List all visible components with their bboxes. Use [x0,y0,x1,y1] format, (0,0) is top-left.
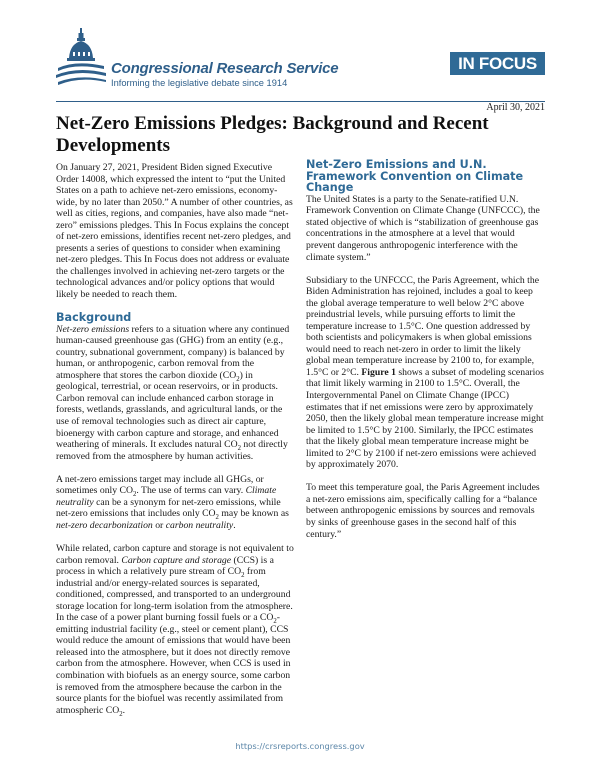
text-span: Subsidiary to the UNFCCC, the Paris Agreement, which the Biden Administration has rejoined, includes a goal to keep the global average temperature to well below 2°C above preindustrial levels, while pursuing efforts to limit the temperature increase to 1.5°C. One question addressed by both scientists and policymakers is when global emissions would need to reach net-zero in order to limit the likely global mean temperature increase by 2100 to, for example, 1.5°C or 2°C. [306,274,540,378]
org-name: Congressional Research Service [111,60,339,77]
intro-paragraph: On January 27, 2021, President Biden signed Executive Order 14008, which expressed the intent to “put the United States on a path to achieve net-zero emissions, economy-wide, by no later than 2050.” A number of other countries, as well as cities, regions, and companies, have also made “net-zero” emissions pledges. This In Focus explains the concept of net-zero emissions, identifies recent net-zero pledges, and presents a series of questions to consider when examining net-zero pledges. This In Focus does not address or evaluate the challenges involved in achieving net-zero targets or the technological advances and/or policy options that would likely be needed to reach them. [56,162,293,301]
text-span: can be a synonym for net-zero emissions, while net-zero emissions that includes only CO [56,496,281,520]
text-span: While related, carbon capture and storage is not equivalent to carbon removal. [56,542,294,566]
subscript: 2 [236,375,240,383]
text-span: . [122,704,126,716]
subscript: 2 [119,710,123,718]
unfccc-paragraph-2 [306,275,546,471]
term-carbon-neutrality: carbon neutrality [165,519,234,531]
term-ccs: Carbon capture and storage [121,554,232,566]
text-span: refers to a situation where any continued human-caused greenhouse gas (GHG) from an entity (e.g., country, subnational government, company) is balanced by human, or anthropogenic, carbon removal from the atmosphere that stores the carbon dioxide (CO [56,323,290,381]
header-divider [56,101,545,102]
term-climate-neutrality: Climate neutrality [56,485,277,508]
text-span: not directly removed from the atmosphere by human activities. [56,439,288,462]
org-tagline: Informing the legislative debate since 1914 [111,78,288,88]
subscript: 2 [215,514,219,522]
background-paragraph-1 [56,324,296,463]
text-span: . The use of terms can vary. [136,485,246,497]
section-heading-unfccc: Net-Zero Emissions and U.N. Framework Convention on Climate Change [306,158,524,195]
footer-url-link[interactable]: https://crsreports.congress.gov [235,741,365,751]
subscript: 2 [132,491,137,499]
background-paragraph-2 [56,474,296,532]
right-column [306,159,546,552]
text-span: A net-zero emissions target may include all GHGs, or sometimes only CO [56,473,264,497]
text-span: or [152,519,166,531]
page-title: Net-Zero Emissions Pledges: Background and Recent Developments [56,113,489,156]
text-span: (CCS) is a process in which a relatively pure stream of CO [56,554,274,578]
text-span: -emitting industrial facility (e.g., steel or cement plant), CCS would reduce the amount of emissions that would have been released into the atmosphere, but it does not directly remove carbon from the atmosphere. However, when CCS is used in combination with biofuels as an energy source, some carbon is removed from the atmosphere because the carbon in the source plants for the biofuel was recently assimilated from atmospheric CO [56,612,291,716]
text-span: shows a subset of modeling scenarios that limit likely warming in 2100 to 1.5°C. Overall, the Intergovernmental Panel on Climate Change (IPCC) estimates that if net emissions were zero by approximately 2050, then the likely global mean temperature increase might be limited to 1.5°C by 2100. Similarly, the IPCC estimates that the likely global mean temperature increase might be limited to 2°C by 2100 if net-zero emissions were achieved by approximately 2070. [306,366,544,471]
term-net-zero: Net-zero emissions [56,323,130,335]
section-heading-background: Background [56,311,132,325]
text-span: . [233,519,236,531]
subscript: 2 [241,571,245,579]
brand [111,61,338,89]
publication-date: April 30, 2021 [486,102,545,113]
capitol-dome-icon [56,28,106,86]
unfccc-paragraph-3: To meet this temperature goal, the Paris Agreement includes a net-zero emissions aim, specifically calling for a “balance between anthropogenic emissions by sources and removals by sinks of greenhouse gases in the second half of this century.” [306,482,540,540]
unfccc-paragraph-1: The United States is a party to the Senate-ratified U.N. Framework Convention on Climate Change (UNFCCC), the stated objective of which is “stabilization of greenhouse gas concentrations in the atmosphere at a level that would prevent dangerous anthropogenic interference with the climate system.” [306,193,540,263]
figure-reference: Figure 1 [361,366,396,378]
left-column [56,162,296,728]
text-span: may be known as [218,508,289,520]
term-net-zero-decarbonization: net-zero decarbonization [56,519,153,531]
in-focus-badge: IN FOCUS [450,52,545,75]
text-span: ) in geological, terrestrial, or ocean reservoirs, or in products. Carbon removal can include enhanced carbon storage in forests, wetlands, grasslands, and agricultural lands, or the use of removal technologies such as direct air capture, bioenergy with carbon capture and storage, and enhanced weathering of minerals. It excludes natural CO [56,369,283,451]
background-paragraph-3 [56,543,296,716]
subscript: 2 [273,618,277,626]
subscript: 2 [237,445,241,453]
text-span: from industrial and/or energy-related sources is separated, conditioned, compressed, and transported to an underground storage location for long-term isolation from the atmosphere. In the case of a power plant burning fossil fuels or a CO [56,566,293,624]
